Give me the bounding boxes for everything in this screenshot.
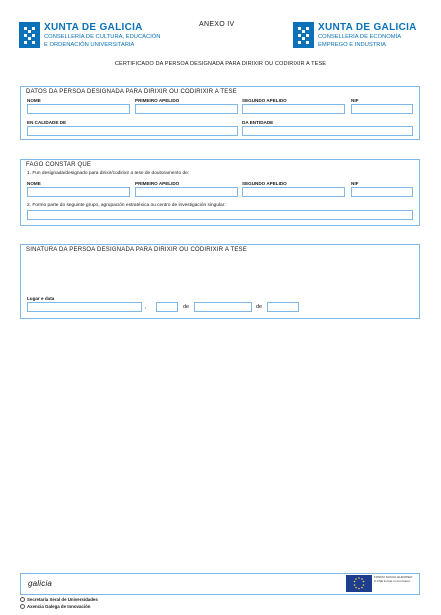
field-label-nif: NIF <box>351 98 359 103</box>
month-field[interactable] <box>194 302 252 312</box>
name-field[interactable] <box>27 104 130 114</box>
de-separator: de <box>256 304 263 310</box>
footer-entry-text: Secretaría Xeral de Universidades <box>27 597 98 602</box>
department-line: EMPREGO E INDUSTRIA <box>318 41 386 48</box>
footer-entry <box>20 604 90 609</box>
field-label-name: NOME <box>27 181 41 186</box>
eu-fund-slogan: O FSE inviste no teu futuro <box>374 578 411 583</box>
capacity-field[interactable] <box>27 126 238 136</box>
research-group-field[interactable] <box>27 210 413 220</box>
de-separator: de <box>183 304 190 310</box>
galicia-logo: galicia <box>28 579 53 588</box>
doctoral-second-surname-field[interactable] <box>242 187 345 197</box>
section-title: DATOS DA PERSOA DESIGNADA PARA DIRIXIR OU CODIRIXIR A TESE <box>26 89 237 95</box>
doctoral-nif-field[interactable] <box>351 187 413 197</box>
field-label-second-surname: SEGUNDO APELIDO <box>242 98 287 103</box>
place-date-label: Lugar e data <box>27 296 55 301</box>
field-label-capacity: EN CALIDADE DE <box>27 120 67 125</box>
section-title: SINATURA DA PERSOA DESIGNADA PARA DIRIXIR OU CODIRIXIR A TESE <box>26 247 247 253</box>
field-label-second-surname: SEGUNDO APELIDO <box>242 181 287 186</box>
department-line: E ORDENACIÓN UNIVERSITARIA <box>44 41 135 48</box>
statement-item-1: 1. Fun designada/designado para dirixir/codirixir a tese de doutoramento de: <box>27 171 190 176</box>
department-line: CONSELLERÍA DE CULTURA, EDUCACIÓN <box>44 34 161 40</box>
comma-separator: , <box>145 304 147 310</box>
day-field[interactable] <box>156 302 178 312</box>
field-label-entity: DA ENTIDADE <box>242 120 274 125</box>
field-label-nif: NIF <box>351 181 359 186</box>
field-label-first-surname: PRIMEIRO APELIDO <box>135 98 180 103</box>
brand-name: XUNTA DE GALICIA <box>318 22 417 33</box>
section-title: FAGO CONSTAR QUE <box>26 162 92 168</box>
xunta-emblem-icon <box>19 22 40 48</box>
eu-fund-text <box>374 576 418 583</box>
eu-fund-name: FONDO SOCIAL EUROPEO <box>374 575 413 579</box>
document-title: CERTIFICADO DA PERSOA DESIGNADA PARA DIRIXIR OU CODIRIXIR A TESE <box>114 61 327 67</box>
brand-name: XUNTA DE GALICIA <box>44 22 143 33</box>
year-field[interactable] <box>267 302 299 312</box>
annex-label: ANEXO IV <box>199 21 235 28</box>
circle-icon <box>20 604 25 609</box>
xunta-emblem-icon <box>293 22 314 48</box>
department-line: CONSELLERÍA DE ECONOMÍA <box>318 34 402 40</box>
statement-item-2: 2. Formo parte do seguinte grupo, agrupación estratéxica ou centro de investigación singular: <box>27 203 226 208</box>
field-label-first-surname: PRIMEIRO APELIDO <box>135 181 180 186</box>
field-label-name: NOME <box>27 98 41 103</box>
circle-icon <box>20 597 25 602</box>
footer-entry <box>20 597 98 602</box>
xunta-logo-right <box>293 22 417 48</box>
doctoral-first-surname-field[interactable] <box>135 187 238 197</box>
footer-entry-text: Axencia Galega de Innovación <box>27 604 91 609</box>
second-surname-field[interactable] <box>242 104 345 114</box>
place-field[interactable] <box>27 302 142 312</box>
entity-field[interactable] <box>242 126 413 136</box>
xunta-logo-left <box>19 22 161 48</box>
first-surname-field[interactable] <box>135 104 238 114</box>
doctoral-name-field[interactable] <box>27 187 130 197</box>
eu-flag-icon <box>346 575 372 592</box>
nif-field[interactable] <box>351 104 413 114</box>
